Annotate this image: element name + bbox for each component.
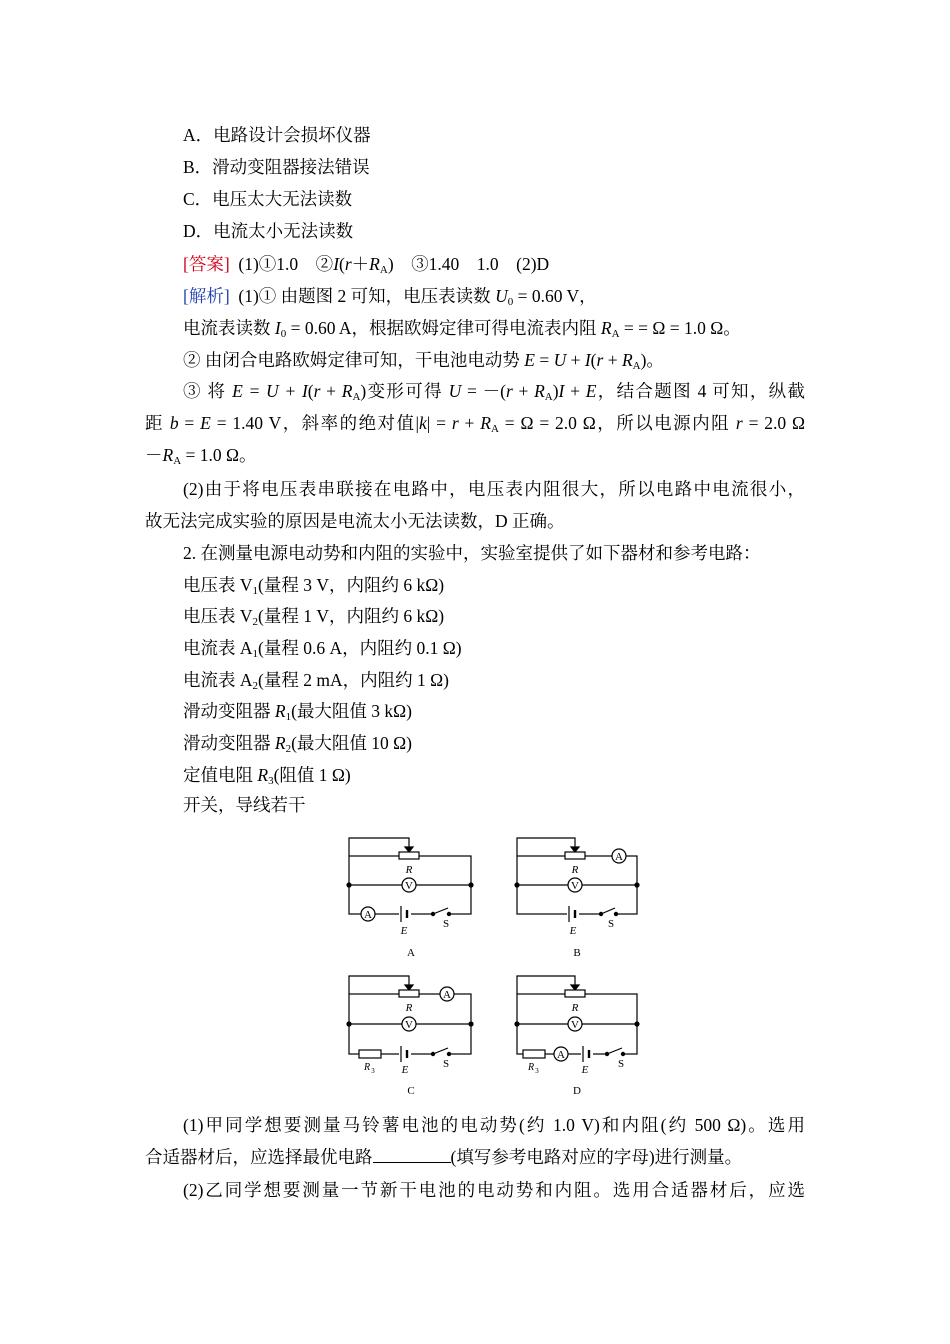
option-d: D．电流太小无法读数 <box>183 221 354 241</box>
circuit-d-v-label: V <box>571 1019 579 1031</box>
analysis-line-7: (2)由于将电压表串联接在电路中，电压表内阻很大，所以电路中电流很小， <box>183 479 805 499</box>
circuit-d-a-label: A <box>557 1049 565 1061</box>
answer-line: [答案] (1)①1.0 $②I(r+R_A)$ ③1.40 1.0 (2)D <box>183 254 550 276</box>
circuit-d-e-label: E <box>581 1064 589 1076</box>
analysis-line-3: ② 由闭合电路欧姆定律可知，干电池电动势 $E = U + I(r + R_A)$。 <box>183 350 664 372</box>
equipment-a2: 电流表 $A_2$(量程 2 mA，内阻约 1 Ω) <box>183 670 449 692</box>
circuit-d-caption: D <box>573 1085 581 1097</box>
circuit-b-s-label: S <box>607 918 615 930</box>
answer-tag: [答案] <box>183 254 230 274</box>
option-a: A．电路设计会损坏仪器 <box>183 125 371 145</box>
analysis-tag: [解析] <box>183 286 230 306</box>
equipment-v1: 电压表 $V_1$(量程 3 V，内阻约 6 kΩ) <box>183 575 445 597</box>
circuit-diagrams <box>335 828 655 1100</box>
circuit-b-e-label: E <box>569 925 577 937</box>
equipment-v2: 电压表 $V_2$(量程 1 V，内阻约 6 kΩ) <box>183 606 445 628</box>
circuit-b-r-label: R <box>571 864 579 876</box>
analysis-line-4: ③ 将 $E = U + I(r + R_A)$变形可得 $U = -(r + R_A)I + E$，结合题图 4 可知，纵截 <box>183 381 806 403</box>
circuit-d-s-label: S <box>617 1058 625 1070</box>
question-2-part-1-line-2: 合适器材后，应选择最优电路 (填写参考电路对应的字母)进行测量。 <box>145 1147 743 1167</box>
equipment-r3: 定值电阻 $R_3$(阻值 1 Ω) <box>183 765 351 787</box>
equipment-r2: 滑动变阻器 $R_2$(最大阻值 10 Ω) <box>183 733 412 755</box>
circuit-c-e-label: E <box>401 1064 409 1076</box>
analysis-line-1: [解析] (1)① 由题图 2 可知，电压表读数 $U_0 = 0.60$ V， <box>183 286 597 308</box>
question-2-part-2: (2)乙同学想要测量一节新干电池的电动势和内阻。选用合适器材后，应选 <box>183 1180 805 1200</box>
circuit-c-r3-sub: 3 <box>371 1067 375 1075</box>
option-b: B．滑动变阻器接法错误 <box>183 157 370 177</box>
analysis-line-8: 故无法完成实验的原因是电流太小无法读数，D 正确。 <box>145 511 565 531</box>
circuit-b-caption: B <box>573 947 581 959</box>
circuit-c-r3-label: R <box>363 1062 371 1073</box>
equipment-switch: 开关，导线若干 <box>183 795 306 815</box>
analysis-line-5: 距 b = E = 1.40 V，斜率的绝对值$|k| = r + R_A = \Omega = 2.0$ Ω，所以电源内阻 r = 2.0 Ω <box>145 413 806 435</box>
circuit-d-r-label: R <box>571 1002 579 1014</box>
circuit-a-caption: A <box>407 947 415 959</box>
answer-blank[interactable] <box>373 1145 451 1163</box>
circuit-a-v-label: V <box>405 880 413 892</box>
circuit-d-r3-sub: 3 <box>535 1067 539 1075</box>
circuit-c-s-label: S <box>442 1058 450 1070</box>
circuit-a-s-label: S <box>442 918 450 930</box>
circuit-c-a-label: A <box>443 989 451 1001</box>
question-2-part-1-line-1: (1)甲同学想要测量马铃薯电池的电动势(约 1.0 V)和内阻(约 500 Ω)。选用 <box>183 1115 805 1135</box>
circuit-a-e-label: E <box>400 925 408 937</box>
equipment-a1: 电流表 $A_1$(量程 0.6 A，内阻约 0.1 Ω) <box>183 638 462 660</box>
circuit-d-r3-label: R <box>527 1062 535 1073</box>
analysis-line-6: $-R_A = 1.0$ Ω。 <box>145 445 257 467</box>
circuit-c-v-label: V <box>405 1019 413 1031</box>
analysis-line-2: 电流表读数 $I_0 = 0.60$ A，根据欧姆定律可得电流表内阻 $R_A$ = = Ω = 1.0 Ω。 <box>183 318 741 340</box>
circuit-c-r-label: R <box>405 1002 413 1014</box>
question-2-intro: 2. 在测量电源电动势和内阻的实验中，实验室提供了如下器材和参考电路： <box>183 543 761 563</box>
circuit-b-a-label: A <box>615 851 623 863</box>
equipment-r1: 滑动变阻器 $R_1$(最大阻值 3 kΩ) <box>183 701 412 723</box>
circuit-c-caption: C <box>407 1085 415 1097</box>
circuit-b-v-label: V <box>571 880 579 892</box>
circuit-a-r-label: R <box>405 864 413 876</box>
option-c: C．电压太大无法读数 <box>183 189 353 209</box>
circuit-a-a-label: A <box>364 909 372 921</box>
